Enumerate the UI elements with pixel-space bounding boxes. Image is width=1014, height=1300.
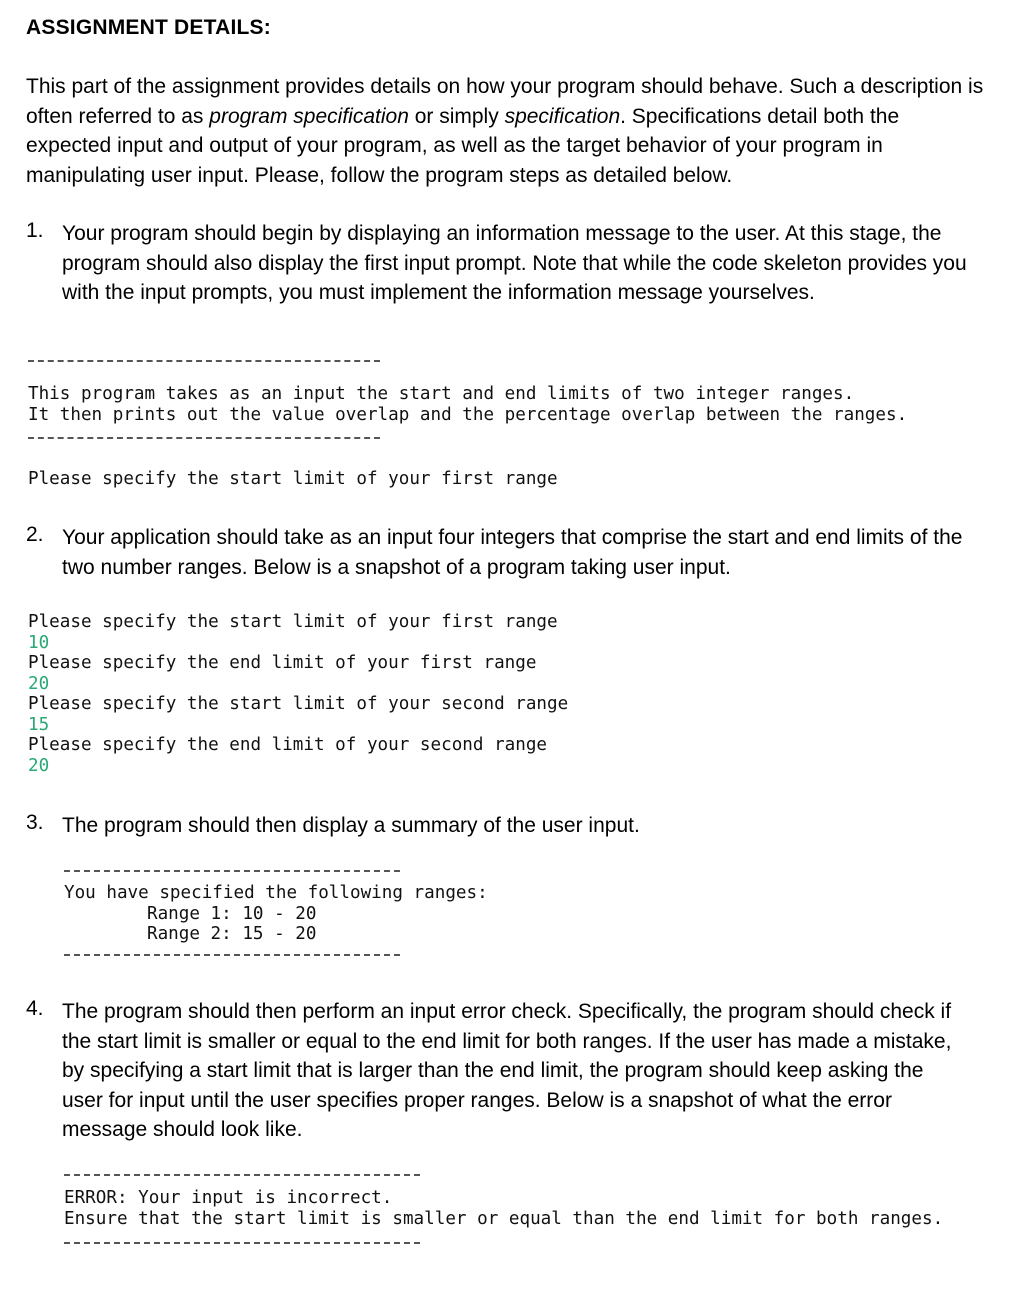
input-prompt-1: Please specify the start limit of your first range [28, 612, 558, 632]
step-1-number: 1. [26, 219, 44, 242]
error-divider-bottom [64, 1242, 420, 1244]
input-value-3: 15 [28, 715, 50, 735]
input-prompt-3: Please specify the start limit of your second range [28, 694, 569, 714]
intro-text-a: This part of the assignment provides details on how your program should behave. Such a description is often referred to as [26, 75, 984, 128]
step-4-number: 4. [26, 997, 44, 1020]
summary-range-2: Range 2: 15 - 20 [147, 924, 317, 944]
summary-divider-bottom [64, 954, 400, 956]
intro-text-b: or simply [408, 104, 505, 128]
input-prompt-4: Please specify the end limit of your second range [28, 735, 548, 755]
summary-divider-top [64, 870, 400, 872]
info-divider-top [28, 360, 380, 362]
step-3-number: 3. [26, 811, 44, 834]
page-title: ASSIGNMENT DETAILS: [26, 16, 271, 39]
input-prompt-2: Please specify the end limit of your first range [28, 653, 537, 673]
info-line-1: This program takes as an input the start and end limits of two integer ranges. [28, 384, 855, 404]
step-1-text: Your program should begin by displaying an information message to the user. At this stage, the program should also display the first input prompt. Note that while the code skeleton provides you with the input prompts, you must implement the information message yourselves. [62, 222, 967, 304]
summary-header: You have specified the following ranges: [64, 883, 488, 903]
summary-range-1: Range 1: 10 - 20 [147, 904, 317, 924]
intro-term-specification: specification [504, 104, 621, 128]
error-line-2: Ensure that the start limit is smaller or equal than the end limit for both ranges. [64, 1209, 944, 1229]
step-2-number: 2. [26, 523, 44, 546]
first-prompt: Please specify the start limit of your first range [28, 469, 558, 489]
input-value-2: 20 [28, 674, 50, 694]
intro-text-c: . Specifications detail both the expected input and output of your program, as well as the target behavior of your program in manipulating user input. Please, follow the program steps as detailed below. [26, 104, 900, 187]
info-line-2: It then prints out the value overlap and the percentage overlap between the ranges. [28, 405, 908, 425]
input-value-4: 20 [28, 756, 50, 776]
step-2-text: Your application should take as an input four integers that comprise the start and end limits of the two number ranges. Below is a snapshot of a program taking user input. [62, 526, 963, 579]
step-4-text: The program should then perform an input error check. Specifically, the program should check if the start limit is smaller or equal to the end limit for both ranges. If the user has made a mistake, by specifying a start limit that is larger than the end limit, the program should keep asking the user for input until the user specifies proper ranges. Below is a snapshot of what the error message should look like. [62, 1000, 952, 1141]
error-line-1: ERROR: Your input is incorrect. [64, 1188, 393, 1208]
info-divider-bottom [28, 437, 380, 439]
intro-term-program-specification: program specification [209, 104, 409, 128]
step-3-text: The program should then display a summary of the user input. [62, 814, 640, 837]
error-divider-top [64, 1174, 420, 1176]
input-value-1: 10 [28, 633, 50, 653]
intro-paragraph [26, 72, 986, 190]
